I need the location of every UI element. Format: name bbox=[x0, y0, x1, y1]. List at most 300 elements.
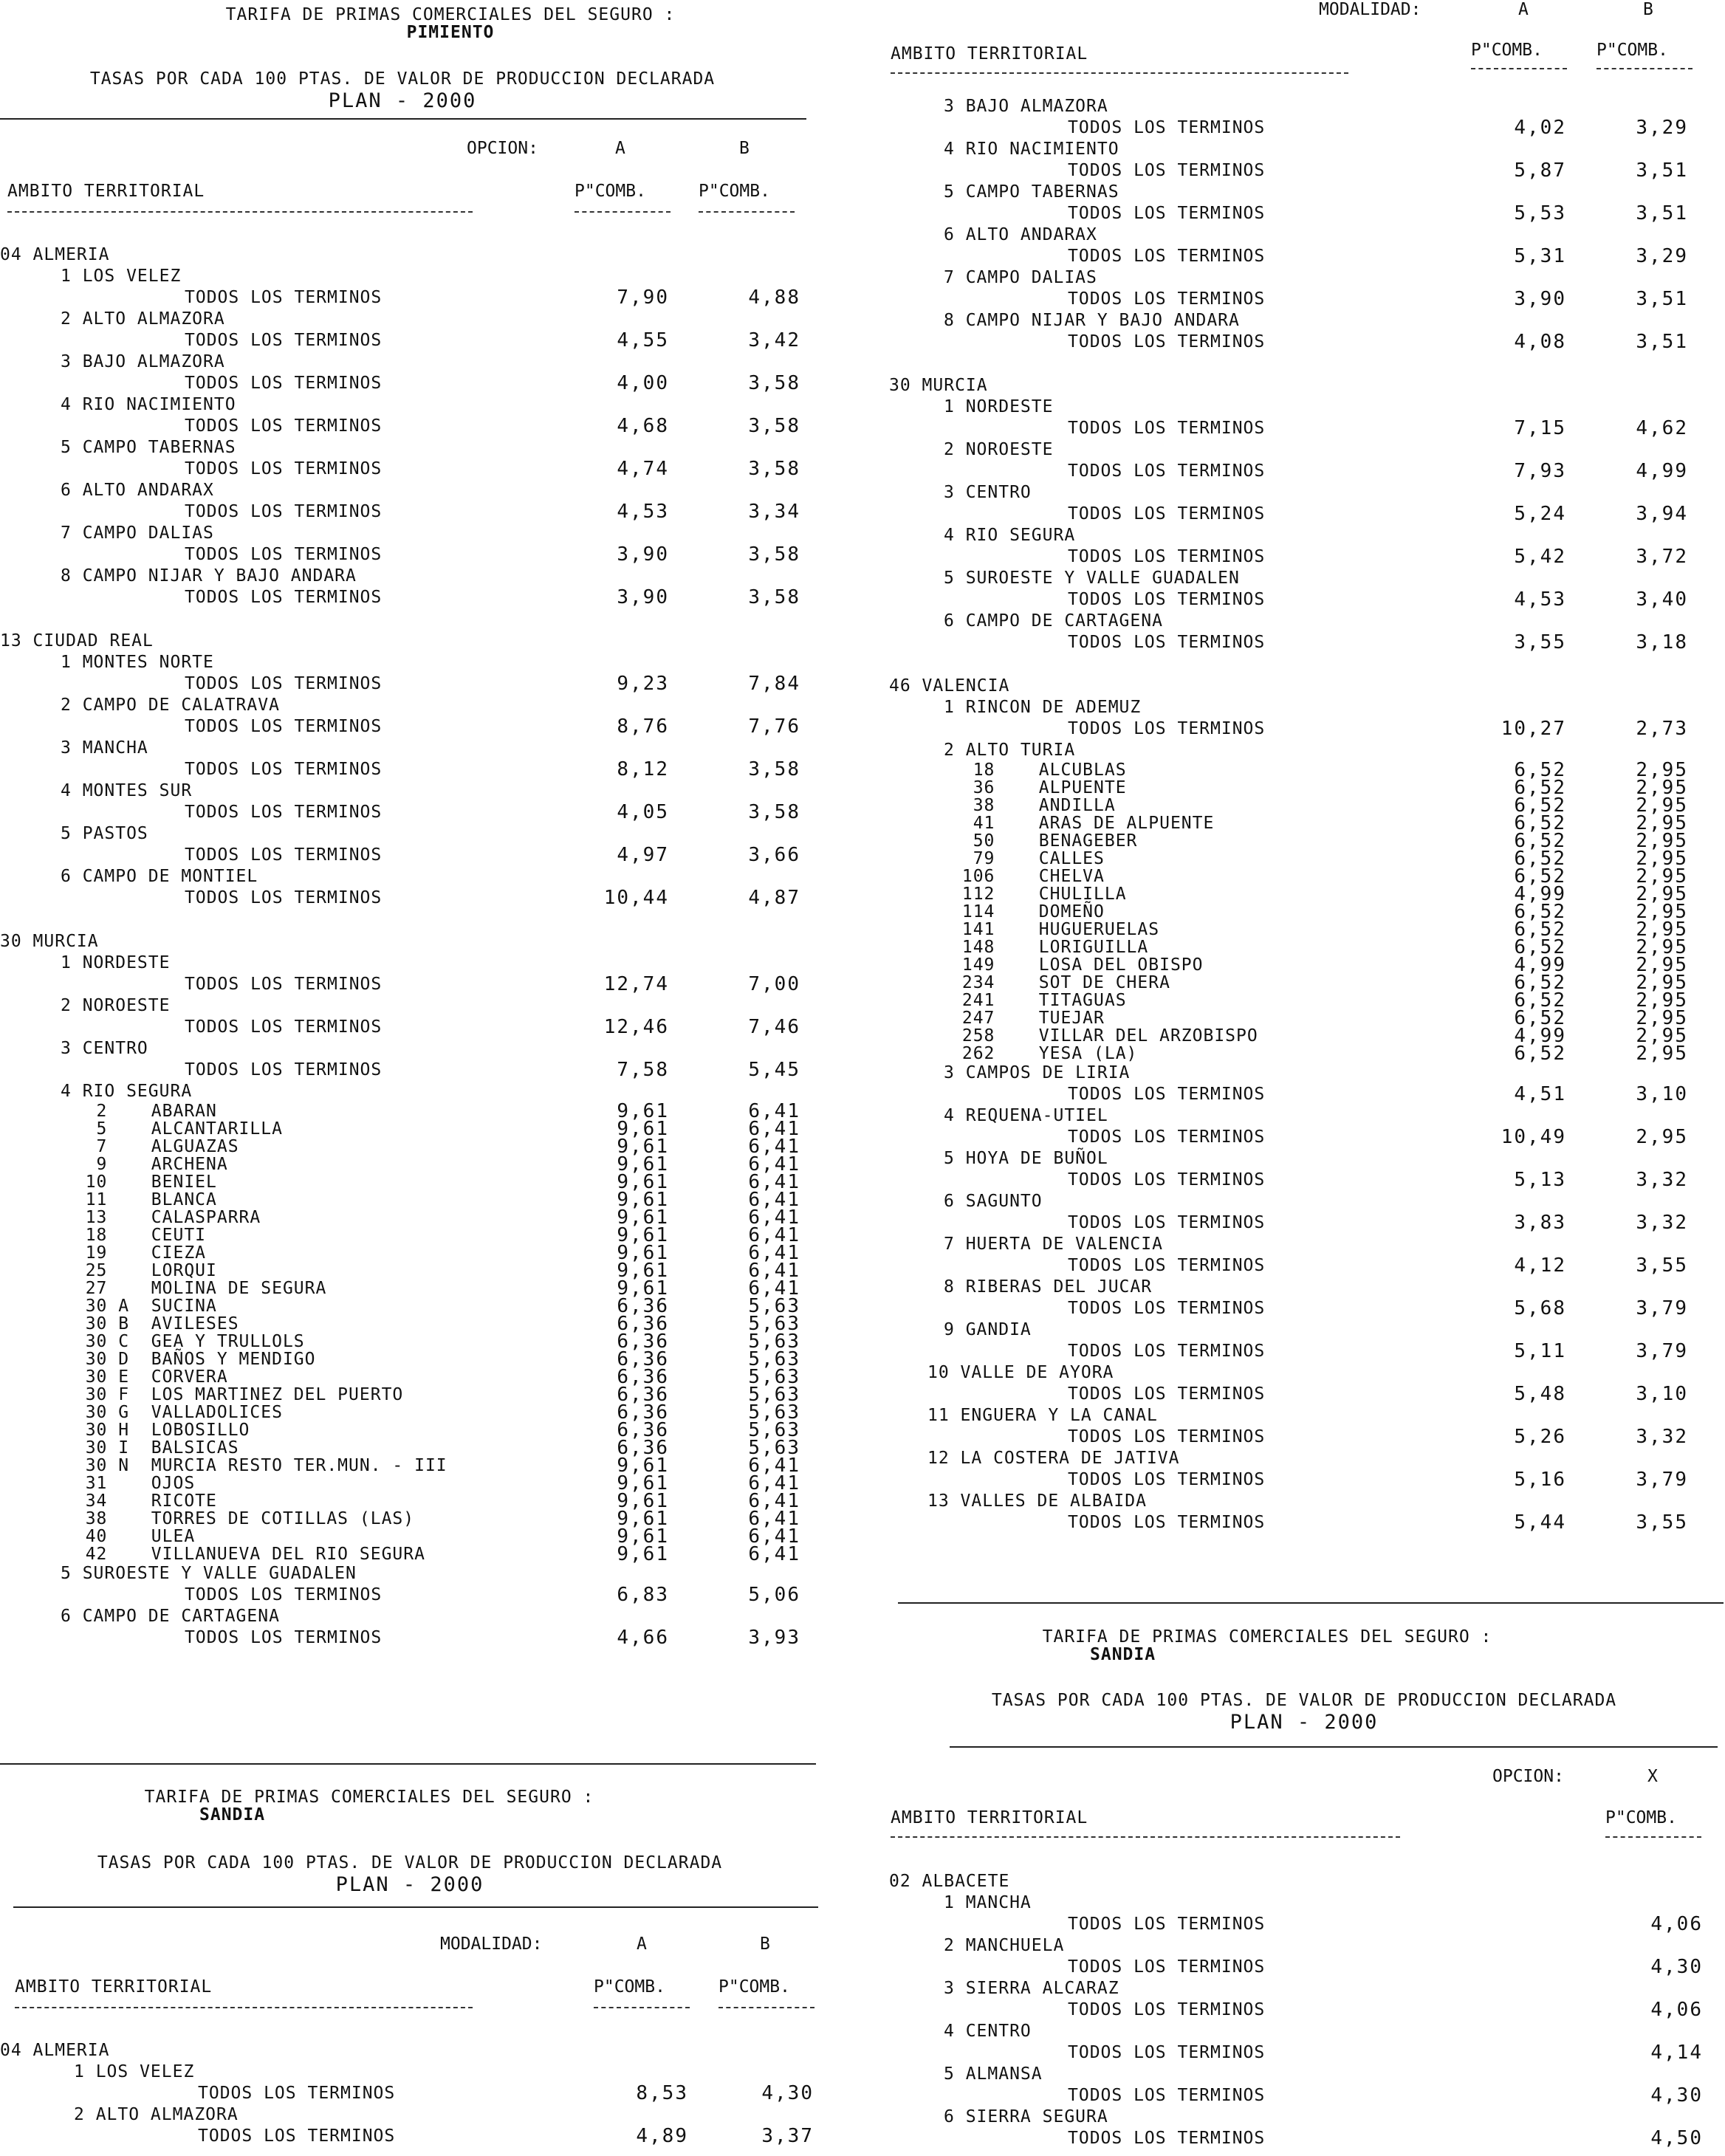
pimiento-pcomb-a: P"COMB. bbox=[575, 182, 646, 201]
terminos-row bbox=[883, 1914, 1725, 1935]
comarca-row bbox=[883, 611, 1725, 632]
territory-label: 2 ALTO TURIA bbox=[944, 741, 1076, 760]
municipio-row bbox=[0, 1120, 820, 1138]
territory-label: TODOS LOS TERMINOS bbox=[185, 717, 383, 736]
rate-b: 5,63 bbox=[748, 1295, 800, 1317]
municipio-row bbox=[0, 1474, 820, 1492]
rate-b: 3,55 bbox=[1636, 1511, 1688, 1534]
territory-label: 2 ABARAN bbox=[64, 1102, 217, 1121]
terminos-row bbox=[0, 974, 820, 995]
sandia-left-tasas-block bbox=[0, 1852, 820, 1896]
territory-label: TODOS LOS TERMINOS bbox=[1068, 1170, 1266, 1189]
municipio-row bbox=[883, 956, 1725, 974]
territory-label: 38 TORRES DE COTILLAS (LAS) bbox=[64, 1509, 415, 1528]
territory-label: 30 H LOBOSILLO bbox=[64, 1421, 250, 1440]
municipio-row bbox=[0, 1206, 820, 1229]
rate-a: 6,36 bbox=[617, 1384, 669, 1406]
sandia-left-colhead bbox=[0, 1934, 820, 2016]
rate-b: 2,95 bbox=[1636, 919, 1688, 941]
territory-label: 9 ARCHENA bbox=[64, 1155, 228, 1174]
municipio-row bbox=[0, 1492, 820, 1510]
territory-label: TODOS LOS TERMINOS bbox=[185, 674, 383, 693]
territory-label: 8 CAMPO NIJAR Y BAJO ANDARA bbox=[61, 566, 357, 586]
rate-b: 3,51 bbox=[1636, 331, 1688, 353]
rate-a: 6,52 bbox=[1514, 936, 1566, 958]
municipio-row bbox=[883, 850, 1725, 868]
territory-label: 10 VALLE DE AYORA bbox=[927, 1363, 1114, 1382]
pimiento-title: TARIFA DE PRIMAS COMERCIALES DEL SEGURO : bbox=[225, 5, 676, 24]
rate-a: 6,36 bbox=[617, 1401, 669, 1424]
rate-a: 5,26 bbox=[1514, 1426, 1566, 1448]
municipio-row bbox=[883, 761, 1725, 779]
territory-label: TODOS LOS TERMINOS bbox=[185, 1585, 383, 1604]
rate-b: 4,30 bbox=[761, 2082, 814, 2104]
municipio-row bbox=[0, 1102, 820, 1120]
municipio-row bbox=[0, 1244, 820, 1262]
territory-label: 6 CAMPO DE MONTIEL bbox=[61, 867, 258, 886]
territory-label: 30 MURCIA bbox=[889, 376, 988, 395]
comarca-row bbox=[0, 2104, 820, 2126]
comarca-row bbox=[883, 482, 1725, 504]
sandia-left-tasas: TASAS POR CADA 100 PTAS. DE VALOR DE PRODUCCION DECLARADA bbox=[97, 1853, 723, 1872]
territory-label: 241 TITAGUAS bbox=[951, 991, 1127, 1010]
comarca-row bbox=[883, 267, 1725, 289]
terminos-row bbox=[883, 117, 1725, 139]
territory-label: 141 HUGUERUELAS bbox=[951, 920, 1160, 939]
territory-label: 3 CAMPOS DE LIRIA bbox=[944, 1063, 1131, 1082]
territory-label: TODOS LOS TERMINOS bbox=[1068, 547, 1266, 566]
territory-label: 13 CIUDAD REAL bbox=[0, 631, 154, 650]
rate-a: 10,27 bbox=[1501, 718, 1566, 740]
territory-label: 3 MANCHA bbox=[61, 738, 148, 758]
territory-label: TODOS LOS TERMINOS bbox=[1068, 289, 1266, 309]
province-row bbox=[0, 931, 820, 952]
rate-a: 6,52 bbox=[1514, 848, 1566, 870]
comarca-row bbox=[883, 2107, 1725, 2128]
comarca-row bbox=[883, 1191, 1725, 1212]
terminos-row bbox=[883, 1957, 1725, 1978]
territory-label: TODOS LOS TERMINOS bbox=[185, 545, 383, 564]
rate-a: 4,02 bbox=[1514, 117, 1566, 139]
comarca-row bbox=[0, 995, 820, 1017]
sandia-left-col-a: A bbox=[637, 1934, 647, 1954]
rate-b: 3,51 bbox=[1636, 202, 1688, 224]
territory-label: TODOS LOS TERMINOS bbox=[1068, 633, 1266, 652]
sandia-cont-colhead bbox=[883, 0, 1725, 81]
municipio-row bbox=[0, 1455, 820, 1477]
territory-label: TODOS LOS TERMINOS bbox=[185, 1017, 383, 1037]
terminos-row bbox=[883, 461, 1725, 482]
comarca-row bbox=[883, 1935, 1725, 1957]
territory-label: 79 CALLES bbox=[951, 849, 1105, 868]
territory-label: TODOS LOS TERMINOS bbox=[185, 288, 383, 307]
comarca-row bbox=[0, 309, 820, 330]
territory-label: 6 SAGUNTO bbox=[944, 1192, 1043, 1211]
comarca-row bbox=[0, 952, 820, 974]
rate-a: 8,76 bbox=[617, 715, 669, 738]
rate-b: 2,95 bbox=[1636, 794, 1688, 817]
territory-label: 149 LOSA DEL OBISPO bbox=[951, 955, 1204, 975]
rate-a: 6,52 bbox=[1514, 865, 1566, 888]
comarca-row bbox=[0, 866, 820, 888]
territory-label: TODOS LOS TERMINOS bbox=[1068, 204, 1266, 223]
municipio-row bbox=[0, 1350, 820, 1368]
rate-a: 9,61 bbox=[617, 1153, 669, 1175]
rate-b: 2,95 bbox=[1636, 883, 1688, 905]
rate-a: 6,36 bbox=[617, 1295, 669, 1317]
rate-b: 6,41 bbox=[748, 1118, 800, 1140]
territory-label: 7 HUERTA DE VALENCIA bbox=[944, 1235, 1163, 1254]
rate-b: 6,41 bbox=[748, 1171, 800, 1193]
municipio-row bbox=[883, 779, 1725, 797]
rate-b: 3,51 bbox=[1636, 288, 1688, 310]
sandia-left-ambito-underline bbox=[15, 2007, 473, 2008]
province-row bbox=[883, 1871, 1725, 1892]
terminos-row bbox=[883, 418, 1725, 439]
rate-a: 4,68 bbox=[617, 415, 669, 437]
territory-label: 6 ALTO ANDARAX bbox=[61, 481, 214, 500]
rate-a: 4,53 bbox=[1514, 588, 1566, 611]
comarca-row bbox=[883, 1277, 1725, 1298]
territory-label: TODOS LOS TERMINOS bbox=[185, 1060, 383, 1079]
sandia-left-header bbox=[0, 1788, 738, 1824]
rate-a: 10,49 bbox=[1501, 1126, 1566, 1148]
rate-a: 7,90 bbox=[617, 286, 669, 309]
terminos-row bbox=[0, 416, 820, 437]
rate-a: 4,55 bbox=[617, 329, 669, 351]
comarca-row bbox=[0, 351, 820, 373]
rate-b: 5,63 bbox=[748, 1366, 800, 1388]
comarca-row bbox=[0, 1081, 820, 1102]
pimiento-colhead bbox=[0, 139, 820, 220]
comarca-row bbox=[883, 1491, 1725, 1512]
rate-a: 8,12 bbox=[617, 758, 669, 780]
territory-label: TODOS LOS TERMINOS bbox=[1068, 1256, 1266, 1275]
territory-label: TODOS LOS TERMINOS bbox=[1068, 1085, 1266, 1104]
sandia-x-tasas: TASAS POR CADA 100 PTAS. DE VALOR DE PRODUCCION DECLARADA bbox=[991, 1691, 1617, 1710]
municipio-row bbox=[883, 832, 1725, 850]
comarca-row bbox=[883, 697, 1725, 718]
territory-label: 2 CAMPO DE CALATRAVA bbox=[61, 696, 280, 715]
comarca-row bbox=[883, 1234, 1725, 1255]
rate-a: 4,97 bbox=[617, 844, 669, 866]
comarca-row bbox=[0, 823, 820, 845]
province-row bbox=[883, 375, 1725, 396]
rate-b: 7,76 bbox=[748, 715, 800, 738]
comarca-row bbox=[0, 1563, 820, 1585]
municipio-row bbox=[0, 1368, 820, 1386]
municipio-row bbox=[0, 1331, 820, 1353]
rate-a: 3,90 bbox=[617, 543, 669, 566]
rate-a: 5,87 bbox=[1514, 159, 1566, 182]
pimiento-opcion-label: OPCION: bbox=[467, 139, 538, 158]
municipio-row bbox=[0, 1277, 820, 1300]
municipio-row bbox=[0, 1386, 820, 1404]
territory-label: TODOS LOS TERMINOS bbox=[1068, 1427, 1266, 1446]
territory-label: TODOS LOS TERMINOS bbox=[198, 2084, 396, 2103]
sandia-left-a-underline bbox=[594, 2007, 690, 2008]
rate-a: 5,48 bbox=[1514, 1383, 1566, 1405]
rate-b: 6,41 bbox=[748, 1525, 800, 1548]
province-row bbox=[0, 244, 820, 266]
territory-label: 8 RIBERAS DEL JUCAR bbox=[944, 1277, 1153, 1297]
municipio-row bbox=[0, 1191, 820, 1209]
territory-label: 6 CAMPO DE CARTAGENA bbox=[61, 1607, 280, 1626]
rate-a: 9,61 bbox=[617, 1543, 669, 1565]
terminos-row bbox=[0, 1585, 820, 1606]
territory-label: 30 I BALSICAS bbox=[64, 1438, 239, 1458]
territory-label: 38 ANDILLA bbox=[951, 796, 1116, 815]
rate-a: 5,16 bbox=[1514, 1469, 1566, 1491]
comarca-row bbox=[883, 96, 1725, 117]
territory-label: 1 LOS VELEZ bbox=[74, 2062, 195, 2081]
rate-b: 5,63 bbox=[748, 1437, 800, 1459]
territory-label: TODOS LOS TERMINOS bbox=[185, 1628, 383, 1647]
territory-label: 50 BENAGEBER bbox=[951, 831, 1138, 851]
territory-label: 04 ALMERIA bbox=[0, 245, 110, 264]
rate-b: 3,58 bbox=[748, 758, 800, 780]
rate-b: 6,41 bbox=[748, 1224, 800, 1246]
territory-label: TODOS LOS TERMINOS bbox=[1068, 1127, 1266, 1147]
comarca-row bbox=[883, 396, 1725, 418]
sandia-left-ambito: AMBITO TERRITORIAL bbox=[15, 1977, 213, 1997]
rate-a: 4,00 bbox=[617, 372, 669, 394]
sandia-cont-ambito-underline bbox=[891, 72, 1348, 74]
rate-a: 6,52 bbox=[1514, 901, 1566, 923]
territory-label: TODOS LOS TERMINOS bbox=[1068, 419, 1266, 438]
pimiento-tasas: TASAS POR CADA 100 PTAS. DE VALOR DE PRODUCCION DECLARADA bbox=[89, 69, 716, 89]
rate-a: 6,52 bbox=[1514, 759, 1566, 781]
rate-a: 4,05 bbox=[617, 801, 669, 823]
rate-a: 4,99 bbox=[1514, 1025, 1566, 1047]
territory-label: 10 BENIEL bbox=[64, 1173, 217, 1192]
territory-label: TODOS LOS TERMINOS bbox=[185, 845, 383, 865]
terminos-row bbox=[0, 802, 820, 823]
terminos-row bbox=[0, 459, 820, 480]
terminos-row bbox=[0, 673, 820, 695]
municipio-row bbox=[883, 1043, 1725, 1065]
territory-label: TODOS LOS TERMINOS bbox=[185, 374, 383, 393]
rate-b: 7,00 bbox=[748, 973, 800, 995]
rate-b: 3,72 bbox=[1636, 546, 1688, 568]
territory-label: TODOS LOS TERMINOS bbox=[185, 803, 383, 822]
pimiento-b-underline bbox=[699, 211, 795, 213]
territory-label: 41 ARAS DE ALPUENTE bbox=[951, 814, 1215, 833]
rate-b: 5,63 bbox=[748, 1348, 800, 1370]
rate-a: 4,74 bbox=[617, 458, 669, 480]
territory-label: 112 CHULILLA bbox=[951, 885, 1127, 904]
rate-b: 3,94 bbox=[1636, 503, 1688, 525]
comarca-row bbox=[883, 1892, 1725, 1914]
rate-a: 6,36 bbox=[617, 1437, 669, 1459]
territory-label: 30 F LOS MARTINEZ DEL PUERTO bbox=[64, 1385, 404, 1404]
rate-b: 6,41 bbox=[748, 1153, 800, 1175]
comarca-row bbox=[883, 740, 1725, 761]
rate-b: 3,66 bbox=[748, 844, 800, 866]
rate-a: 9,61 bbox=[617, 1455, 669, 1477]
comarca-row bbox=[883, 2021, 1725, 2042]
territory-label: 30 MURCIA bbox=[0, 932, 99, 951]
terminos-row bbox=[883, 718, 1725, 740]
sandia-left-crop: SANDIA bbox=[199, 1805, 266, 1824]
terminos-row bbox=[0, 544, 820, 566]
territory-label: 02 ALBACETE bbox=[889, 1872, 1010, 1891]
terminos-row bbox=[883, 1127, 1725, 1148]
territory-label: 5 ALCANTARILLA bbox=[64, 1119, 283, 1139]
pimiento-tasas-block bbox=[0, 68, 805, 112]
sandia-x-colhead bbox=[883, 1767, 1725, 1848]
comarca-row bbox=[0, 738, 820, 759]
comarca-row bbox=[883, 1319, 1725, 1341]
rate-a: 9,61 bbox=[617, 1206, 669, 1229]
rate-b: 2,95 bbox=[1636, 1025, 1688, 1047]
rate-a: 6,36 bbox=[617, 1366, 669, 1388]
territory-label: TODOS LOS TERMINOS bbox=[1068, 1384, 1266, 1404]
municipio-row bbox=[883, 1027, 1725, 1045]
terminos-row bbox=[0, 587, 820, 608]
rate-a: 5,31 bbox=[1514, 245, 1566, 267]
comarca-row bbox=[883, 139, 1725, 160]
territory-label: 5 SUROESTE Y VALLE GUADALEN bbox=[61, 1564, 357, 1583]
rate-b: 2,95 bbox=[1636, 901, 1688, 923]
territory-label: TODOS LOS TERMINOS bbox=[1068, 161, 1266, 180]
rate-b: 5,63 bbox=[748, 1401, 800, 1424]
rate-b: 2,95 bbox=[1636, 830, 1688, 852]
territory-label: TODOS LOS TERMINOS bbox=[1068, 1513, 1266, 1532]
comarca-row bbox=[0, 652, 820, 673]
rate-a: 4,99 bbox=[1514, 954, 1566, 976]
terminos-row bbox=[0, 716, 820, 738]
comarca-row bbox=[0, 394, 820, 416]
rate-a: 5,11 bbox=[1514, 1340, 1566, 1362]
rate-b: 5,45 bbox=[748, 1059, 800, 1081]
terminos-row bbox=[883, 1384, 1725, 1405]
territory-label: 1 NORDESTE bbox=[61, 953, 171, 972]
territory-label: 234 SOT DE CHERA bbox=[951, 973, 1170, 992]
sandia-cont-col-a: A bbox=[1518, 0, 1529, 19]
rate-b: 5,63 bbox=[748, 1384, 800, 1406]
rate-b: 3,32 bbox=[1636, 1169, 1688, 1191]
rate-b: 7,84 bbox=[748, 673, 800, 695]
section-gap bbox=[0, 608, 820, 631]
terminos-row bbox=[883, 332, 1725, 353]
comarca-row bbox=[0, 523, 820, 544]
section-gap bbox=[883, 653, 1725, 676]
territory-label: 262 YESA (LA) bbox=[951, 1044, 1138, 1063]
sandia-x-tasas-block bbox=[883, 1689, 1725, 1734]
territory-label: TODOS LOS TERMINOS bbox=[1068, 332, 1266, 351]
territory-label: 8 CAMPO NIJAR Y BAJO ANDARA bbox=[944, 311, 1240, 330]
territory-label: TODOS LOS TERMINOS bbox=[1068, 590, 1266, 609]
territory-label: TODOS LOS TERMINOS bbox=[185, 459, 383, 478]
terminos-row bbox=[0, 1017, 820, 1038]
pimiento-header bbox=[0, 6, 901, 41]
rate-a: 7,93 bbox=[1514, 460, 1566, 482]
sandia-left-modalidad-label: MODALIDAD: bbox=[440, 1934, 543, 1954]
terminos-row bbox=[0, 501, 820, 523]
comarca-row bbox=[0, 1038, 820, 1060]
territory-label: 18 CEUTI bbox=[64, 1226, 207, 1245]
territory-label: TODOS LOS TERMINOS bbox=[1068, 504, 1266, 523]
municipio-row bbox=[0, 1297, 820, 1315]
rate-a: 8,53 bbox=[636, 2082, 688, 2104]
terminos-row bbox=[883, 1170, 1725, 1191]
sandia-x-opcion-label: OPCION: bbox=[1492, 1767, 1564, 1786]
pimiento-a-underline bbox=[575, 211, 671, 213]
sandia-x-ambito: AMBITO TERRITORIAL bbox=[891, 1808, 1088, 1827]
rate-a: 3,90 bbox=[1514, 288, 1566, 310]
sandia-x-table bbox=[883, 1871, 1725, 2149]
rate-a: 4,30 bbox=[1650, 2084, 1703, 2107]
territory-label: 36 ALPUENTE bbox=[951, 778, 1127, 797]
territory-label: 30 N MURCIA RESTO TER.MUN. - III bbox=[64, 1456, 447, 1475]
territory-label: 7 CAMPO DALIAS bbox=[944, 268, 1097, 287]
comarca-row bbox=[0, 480, 820, 501]
rate-a: 6,36 bbox=[617, 1313, 669, 1335]
municipio-row bbox=[0, 1138, 820, 1156]
territory-label: 3 SIERRA ALCARAZ bbox=[944, 1979, 1119, 1998]
terminos-row bbox=[883, 589, 1725, 611]
pimiento-bottom-rule bbox=[0, 1763, 816, 1765]
territory-label: 258 VILLAR DEL ARZOBISPO bbox=[951, 1026, 1258, 1046]
territory-label: 27 MOLINA DE SEGURA bbox=[64, 1279, 327, 1298]
sandia-x-crop: SANDIA bbox=[1090, 1645, 1156, 1664]
sandia-cont-table bbox=[883, 96, 1725, 1534]
territory-label: 42 VILLANUEVA DEL RIO SEGURA bbox=[64, 1545, 425, 1564]
rate-b: 5,63 bbox=[748, 1419, 800, 1441]
terminos-row bbox=[0, 759, 820, 780]
comarca-row bbox=[883, 310, 1725, 332]
rate-a: 12,74 bbox=[603, 973, 669, 995]
rate-b: 3,58 bbox=[748, 586, 800, 608]
rate-b: 3,42 bbox=[748, 329, 800, 351]
rate-b: 3,29 bbox=[1636, 117, 1688, 139]
rate-a: 6,52 bbox=[1514, 812, 1566, 834]
rate-b: 3,58 bbox=[748, 458, 800, 480]
terminos-row bbox=[0, 1627, 820, 1649]
rate-b: 5,63 bbox=[748, 1313, 800, 1335]
section-gap bbox=[883, 353, 1725, 375]
sandia-left-top-rule bbox=[13, 1906, 818, 1908]
rate-a: 6,36 bbox=[617, 1348, 669, 1370]
territory-label: 30 E CORVERA bbox=[64, 1367, 228, 1387]
territory-label: TODOS LOS TERMINOS bbox=[185, 888, 383, 907]
territory-label: 30 C GEA Y TRULLOLS bbox=[64, 1332, 305, 1351]
rate-b: 4,88 bbox=[748, 286, 800, 309]
pimiento-top-rule bbox=[0, 118, 806, 120]
sandia-cont-ambito: AMBITO TERRITORIAL bbox=[891, 44, 1088, 63]
municipio-row bbox=[0, 1226, 820, 1244]
rate-b: 2,95 bbox=[1636, 1007, 1688, 1029]
rate-a: 3,90 bbox=[617, 586, 669, 608]
sandia-cont-modalidad-label: MODALIDAD: bbox=[1319, 0, 1422, 19]
rate-a: 7,15 bbox=[1514, 417, 1566, 439]
rate-b: 5,63 bbox=[748, 1331, 800, 1353]
rate-a: 5,24 bbox=[1514, 503, 1566, 525]
rate-b: 2,95 bbox=[1636, 777, 1688, 799]
territory-label: TODOS LOS TERMINOS bbox=[1068, 118, 1266, 137]
territory-label: TODOS LOS TERMINOS bbox=[185, 416, 383, 436]
rate-a: 9,23 bbox=[617, 673, 669, 695]
pimiento-pcomb-b: P"COMB. bbox=[699, 182, 770, 201]
territory-label: TODOS LOS TERMINOS bbox=[1068, 1957, 1266, 1977]
sandia-left-table bbox=[0, 2040, 820, 2147]
rate-b: 3,55 bbox=[1636, 1254, 1688, 1277]
rate-b: 2,73 bbox=[1636, 718, 1688, 740]
terminos-row bbox=[0, 2126, 820, 2147]
territory-label: 11 BLANCA bbox=[64, 1190, 217, 1209]
territory-label: TODOS LOS TERMINOS bbox=[185, 588, 383, 607]
